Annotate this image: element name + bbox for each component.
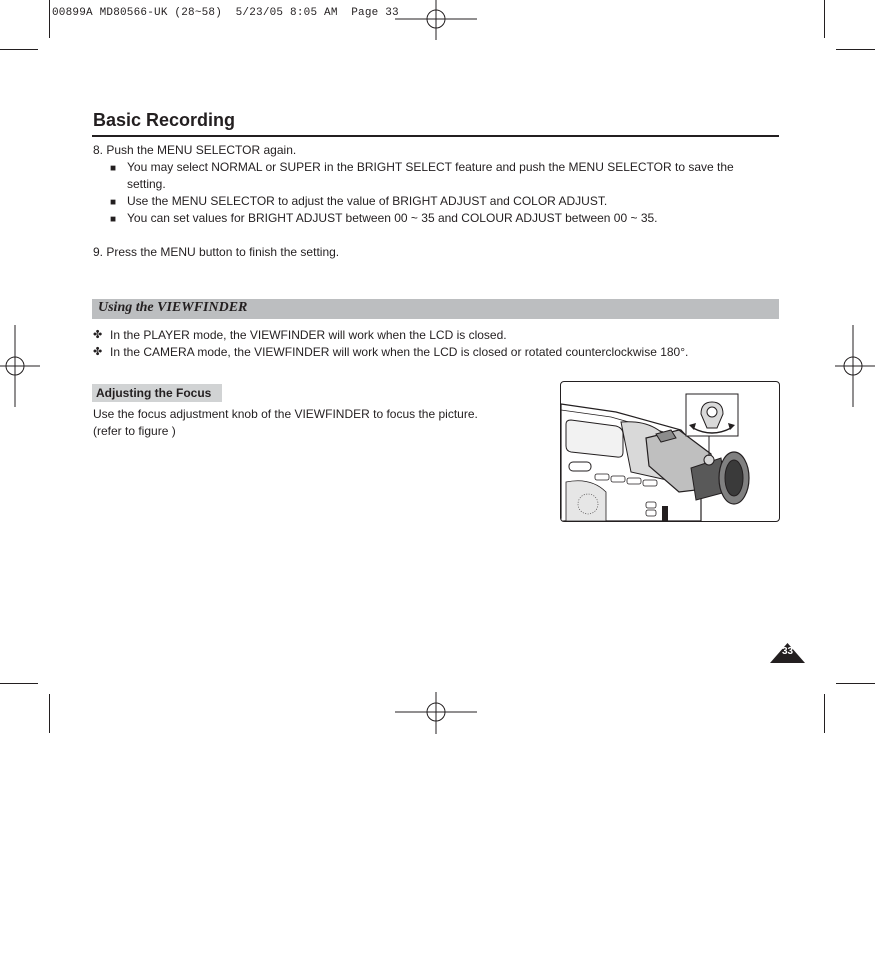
focus-instruction: Use the focus adjustment knob of the VIEWFINDER to focus the picture. — [93, 407, 478, 421]
crop-mark — [836, 683, 875, 684]
registration-mark-icon — [395, 0, 477, 40]
subsection-heading: Adjusting the Focus — [96, 386, 212, 400]
camcorder-illustration-icon — [561, 382, 779, 521]
crop-mark — [0, 683, 38, 684]
viewfinder-figure — [560, 381, 780, 522]
registration-mark-icon — [395, 692, 477, 734]
registration-mark-icon — [835, 325, 875, 407]
bullet-text: You may select NORMAL or SUPER in the BRIGHT SELECT feature and push the MENU SELECTOR to save the — [127, 160, 734, 174]
registration-mark-icon — [0, 325, 40, 407]
step-9: 9. Press the MENU button to finish the setting. — [93, 245, 340, 259]
page-number: 33 — [781, 646, 794, 657]
crop-mark — [49, 694, 50, 733]
print-slug: 00899A MD80566-UK (28~58) 5/23/05 8:05 AM Page 33 — [52, 7, 399, 19]
section-item: In the PLAYER mode, the VIEWFINDER will work when the LCD is closed. — [110, 328, 507, 342]
title-rule — [92, 135, 779, 137]
crop-mark — [824, 0, 825, 38]
cross-bullet-icon: ✤ — [93, 329, 103, 341]
bullet-text: You can set values for BRIGHT ADJUST between 00 ~ 35 and COLOUR ADJUST between 00 ~ 35. — [127, 211, 658, 225]
crop-mark — [824, 694, 825, 733]
crop-mark — [49, 0, 50, 38]
square-bullet-icon: ■ — [110, 214, 117, 225]
crop-mark — [836, 49, 875, 50]
page-title: Basic Recording — [93, 110, 236, 130]
bullet-text-continued: setting. — [127, 177, 166, 191]
focus-figure-reference: (refer to figure ) — [93, 424, 176, 438]
section-heading: Using the VIEWFINDER — [98, 300, 248, 315]
square-bullet-icon: ■ — [110, 163, 117, 174]
bullet-text: Use the MENU SELECTOR to adjust the value of BRIGHT ADJUST and COLOR ADJUST. — [127, 194, 608, 208]
square-bullet-icon: ■ — [110, 197, 117, 208]
cross-bullet-icon: ✤ — [93, 346, 103, 358]
step-8: 8. Push the MENU SELECTOR again. — [93, 143, 297, 157]
crop-mark — [0, 49, 38, 50]
section-item: In the CAMERA mode, the VIEWFINDER will work when the LCD is closed or rotated counterclockwise 180°. — [110, 345, 689, 359]
